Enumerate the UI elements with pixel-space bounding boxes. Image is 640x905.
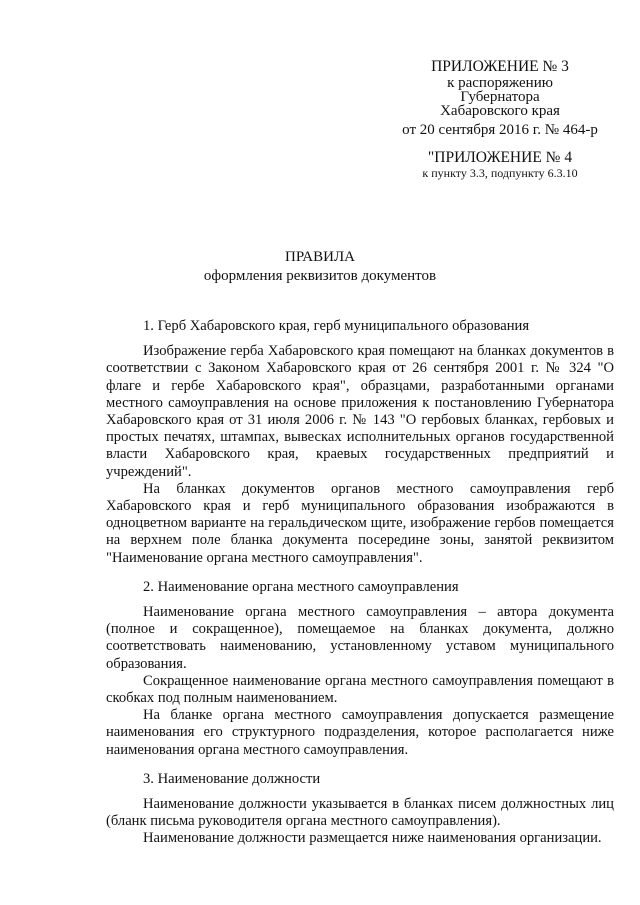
- appendix-sub-label: "ПРИЛОЖЕНИЕ № 4: [427, 149, 573, 166]
- section-2: [106, 579, 614, 759]
- paragraph: На бланке органа местного самоуправления допускается размещение наименования его структурного подразделения, которое располагается ниже наименования органа местного самоуправления.: [106, 707, 614, 758]
- paragraph: Наименование органа местного самоуправления – автора документа (полное и сокращенное), помещаемое на бланках документа, должно соответствовать наименованию, установленному уставом муниципального образования.: [106, 604, 614, 672]
- section-heading: 3. Наименование должности: [143, 770, 321, 787]
- appendix-line-2: Губернатора: [460, 89, 540, 105]
- section-1: [106, 318, 614, 567]
- paragraph: Наименование должности размещается ниже наименования организации.: [143, 830, 602, 847]
- section-3: [106, 771, 614, 848]
- paragraph: Изображение герба Хабаровского края помещают на бланках документов в соответствии с Законом Хабаровского края от 26 сентября 2001 г. № 324 "О флаге и гербе Хабаровского края", образцами, разработанными органами местного самоуправления на основе приложения к постановлению Губернатора Хабаровского края от 31 июля 2006 г. № 143 "О гербовых бланках, гербовых и простых печатях, штампах, вывесках исполнительных органов государственной власти Хабаровского края, краевых государственных предприятий и учреждений".: [106, 343, 614, 480]
- appendix-line-1: к распоряжению: [447, 75, 553, 91]
- appendix-sub-note: к пункту 3.3, подпункту 6.3.10: [422, 166, 578, 180]
- title-subtitle: оформления реквизитов документов: [203, 268, 437, 284]
- paragraph: Сокращенное наименование органа местного самоуправления помещают в скобках под полным наименованием.: [106, 672, 614, 707]
- appendix-header: [380, 58, 620, 181]
- document-title: [0, 248, 640, 286]
- appendix-line-3: Хабаровского края: [440, 103, 560, 119]
- document-body: [106, 318, 614, 848]
- title-main: ПРАВИЛА: [285, 249, 355, 265]
- paragraph: На бланках документов органов местного самоуправления герб Хабаровского края и герб муниципального образования изображаются в одноцветном варианте на геральдическом щите, изображение гербов помещается на верхнем поле бланка документа посередине зоны, занятой реквизитом "Наименование органа местного самоуправления".: [106, 480, 614, 566]
- appendix-line-4: от 20 сентября 2016 г. № 464-р: [402, 122, 598, 138]
- section-heading: 1. Герб Хабаровского края, герб муниципального образования: [143, 318, 530, 334]
- section-heading: 2. Наименование органа местного самоуправления: [143, 578, 459, 595]
- appendix-main-label: ПРИЛОЖЕНИЕ № 3: [431, 58, 569, 75]
- paragraph: Наименование должности указывается в бланках писем должностных лиц (бланк письма руководителя органа местного самоуправления).: [106, 796, 614, 830]
